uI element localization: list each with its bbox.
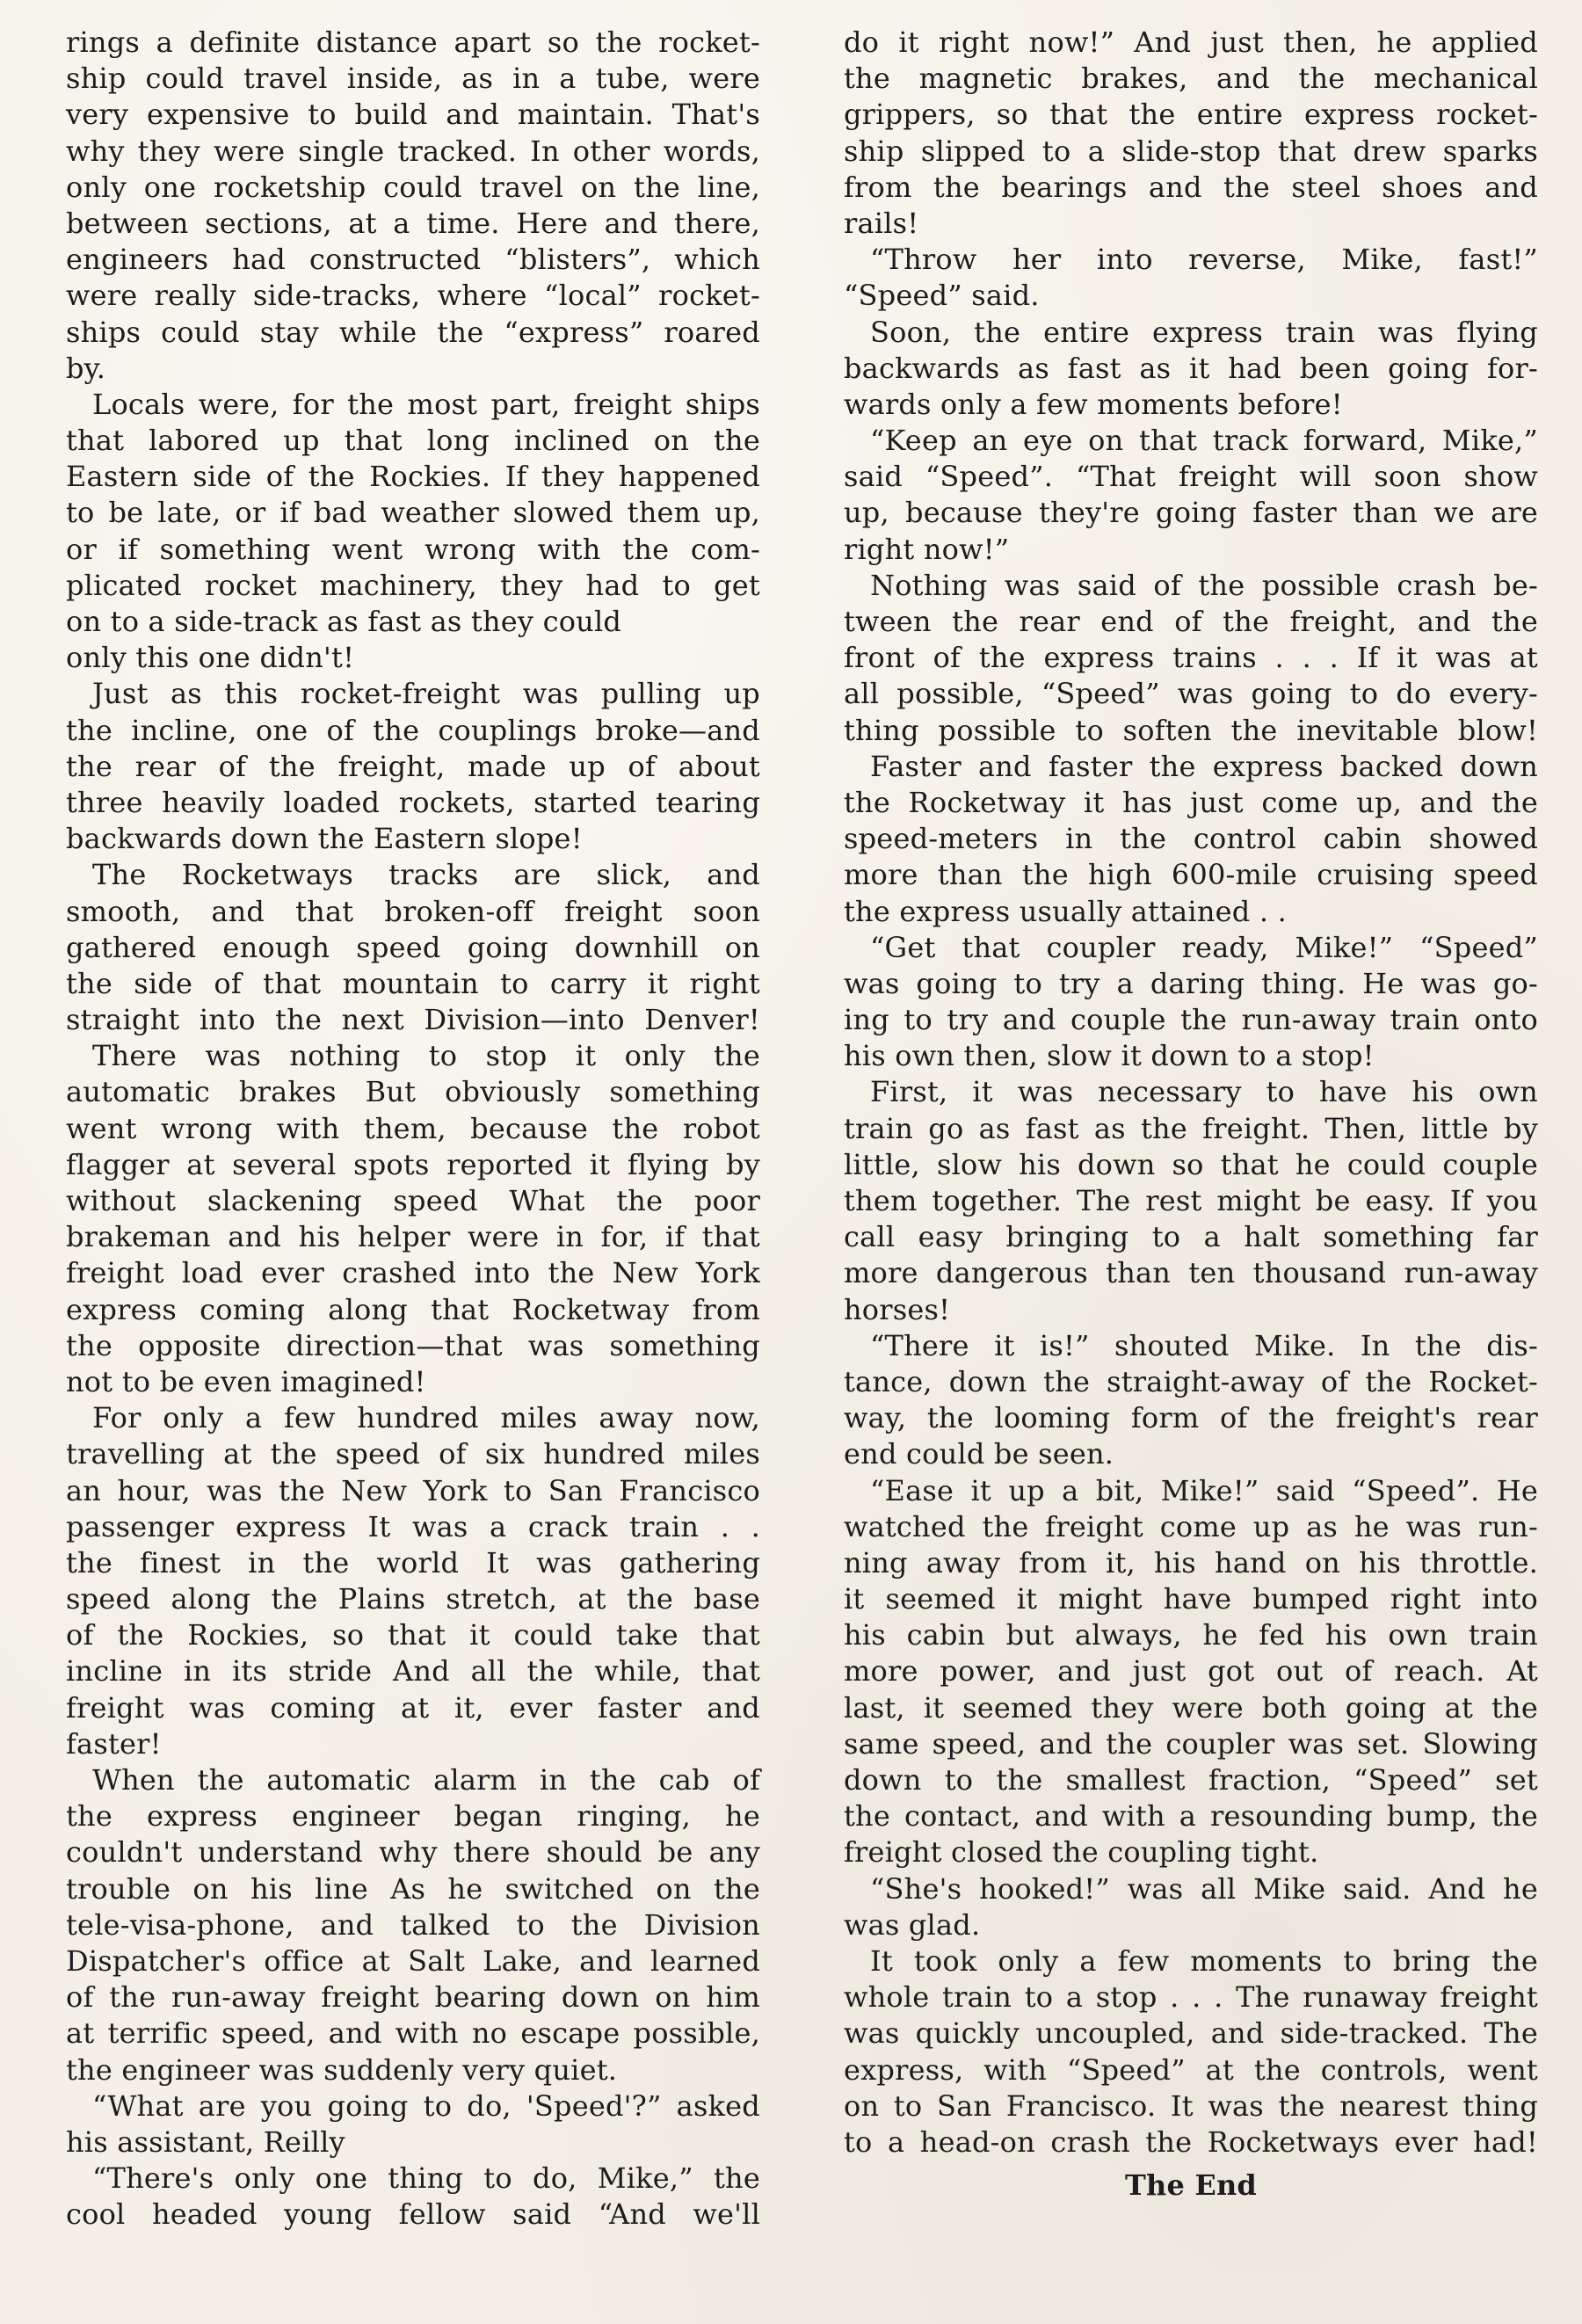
text-line: his own then, slow it down to a stop! (844, 1039, 1375, 1073)
text-line: couldn't understand why there should be any (66, 1835, 760, 1870)
text-line: ing to try and couple the run-away train onto (844, 1003, 1538, 1037)
text-line: only one rocketship could travel on the line, (66, 170, 760, 204)
text-line: First, it was necessary to have his own (870, 1075, 1538, 1109)
text-line: why they were single tracked. In other words, (66, 134, 760, 168)
text-line: flagger at several spots reported it flying by (66, 1147, 760, 1181)
text-line: an hour, was the New York to San Francisco (66, 1473, 760, 1507)
text-line: very expensive to build and maintain. That's (66, 98, 760, 132)
text-line: rings a definite distance apart so the rocket- (66, 25, 760, 59)
text-line: “What are you going to do, 'Speed'?” asked (92, 2088, 760, 2123)
text-line: the magnetic brakes, and the mechanical (844, 62, 1538, 96)
text-line: cool headed young fellow said “And we'll (66, 2197, 760, 2232)
text-line: said “Speed”. “That freight will soon show (844, 460, 1538, 494)
text-line: engineers had constructed “blisters”, which (66, 243, 760, 277)
text-line: thing possible to soften the inevitable blow! (844, 713, 1538, 747)
end-label: The End (1124, 2168, 1257, 2203)
text-line: Just as this rocket-freight was pulling up (92, 677, 760, 711)
text-line: same speed, and the coupler was set. Slowing (844, 1726, 1538, 1761)
text-line: up, because they're going faster than we are (844, 496, 1538, 530)
text-line: do it right now!” And just then, he applied (844, 25, 1538, 59)
text-line: watched the freight come up as he was run- (844, 1509, 1538, 1543)
text-line: speed-meters in the control cabin showed (844, 822, 1538, 856)
text-line: straight into the next Division—into Denver! (66, 1003, 760, 1037)
text-line: Eastern side of the Rockies. If they happened (66, 460, 760, 494)
text-line: all possible, “Speed” was going to do every- (844, 677, 1538, 711)
text-line: express coming along that Rocketway from (66, 1292, 760, 1326)
text-line: not to be even imagined! (66, 1364, 426, 1398)
text-line: went wrong with them, because the robot (66, 1111, 760, 1145)
text-line: tween the rear end of the freight, and the (844, 605, 1538, 638)
text-line: end could be seen. (844, 1437, 1114, 1471)
text-line: little, slow his down so that he could couple (844, 1147, 1538, 1181)
text-line: or if something went wrong with the com- (66, 532, 760, 566)
text-line: call easy bringing to a halt something far (844, 1220, 1538, 1254)
text-line: incline in its stride And all the while, that (66, 1654, 760, 1689)
text-line: “There's only one thing to do, Mike,” the (92, 2161, 760, 2196)
text-line: speed along the Plains stretch, at the base (66, 1582, 760, 1616)
text-line: ships could stay while the “express” roared (66, 315, 760, 349)
text-line: between sections, at a time. Here and there, (66, 206, 760, 240)
text-line: “There it is!” shouted Mike. In the dis- (870, 1328, 1538, 1362)
text-line: tance, down the straight-away of the Rocket- (844, 1364, 1538, 1398)
text-line: faster! (66, 1726, 162, 1761)
text-line: way, the looming form of the freight's rear (844, 1401, 1538, 1435)
text-line: The Rocketways tracks are slick, and (92, 858, 760, 892)
text-line: Nothing was said of the possible crash be- (870, 568, 1538, 602)
text-line: the contact, and with a resounding bump, the (844, 1799, 1538, 1834)
text-line: trouble on his line As he switched on the (66, 1871, 760, 1906)
text-line: For only a few hundred miles away now, (92, 1401, 760, 1435)
text-line: the express usually attained . . (844, 894, 1287, 928)
text-line: more power, and just got out of reach. At (844, 1654, 1538, 1689)
text-line: on to San Francisco. It was the nearest thing (844, 2088, 1538, 2123)
text-line: were really side-tracks, where “local” rocket- (66, 279, 760, 313)
text-line: was glad. (844, 1907, 981, 1942)
text-line: passenger express It was a crack train . . (66, 1509, 760, 1543)
text-line: more than the high 600-mile cruising speed (844, 858, 1538, 892)
text-line: the Rocketway it has just come up, and the (844, 785, 1538, 819)
text-line: “Throw her into reverse, Mike, fast!” (870, 243, 1538, 277)
text-line: the finest in the world It was gathering (66, 1545, 760, 1580)
text-line: the side of that mountain to carry it right (66, 966, 760, 1000)
text-line: his assistant, Reilly (66, 2124, 345, 2159)
text-line: backwards down the Eastern slope! (66, 822, 583, 856)
text-line: travelling at the speed of six hundred miles (66, 1437, 760, 1471)
text-line: only this one didn't! (66, 641, 355, 675)
text-line: “She's hooked!” was all Mike said. And he (870, 1871, 1538, 1906)
text-line: “Speed” said. (844, 279, 1040, 313)
text-line: that labored up that long inclined on the (66, 424, 760, 458)
text-line: the express engineer began ringing, he (66, 1799, 760, 1834)
text-line: Soon, the entire express train was flying (870, 315, 1538, 349)
text-line: express, with “Speed” at the controls, went (844, 2052, 1538, 2087)
text-line: whole train to a stop . . . The runaway freight (844, 1980, 1538, 2015)
text-line: grippers, so that the entire express rocket- (844, 98, 1538, 132)
text-line: of the run-away freight bearing down on him (66, 1980, 760, 2015)
left-text-column (66, 25, 760, 2233)
text-line: backwards as fast as it had been going for- (844, 351, 1538, 385)
text-line: from the bearings and the steel shoes and (844, 170, 1538, 204)
text-line: “Ease it up a bit, Mike!” said “Speed”. He (870, 1473, 1538, 1507)
text-line: train go as fast as the freight. Then, little by (844, 1111, 1538, 1145)
text-line: the engineer was suddenly very quiet. (66, 2052, 618, 2087)
right-text-column (844, 25, 1538, 2204)
text-line: the rear of the freight, made up of about (66, 749, 760, 783)
text-line: ning away from it, his hand on his throttle. (844, 1545, 1538, 1580)
text-line: plicated rocket machinery, they had to get (66, 568, 760, 602)
text-line: down to the smallest fraction, “Speed” set (844, 1763, 1538, 1797)
text-line: without slackening speed What the poor (66, 1184, 760, 1217)
text-line: horses! (844, 1292, 951, 1326)
text-line: was quickly uncoupled, and side-tracked. The (844, 2016, 1538, 2051)
text-line: automatic brakes But obviously something (66, 1075, 760, 1109)
text-line: smooth, and that broken-off freight soon (66, 894, 760, 928)
text-line: was going to try a daring thing. He was go- (844, 966, 1538, 1000)
text-line: ship could travel inside, as in a tube, were (66, 62, 760, 96)
text-line: “Keep an eye on that track forward, Mike,” (870, 424, 1538, 458)
text-line: freight load ever crashed into the New York (66, 1256, 760, 1290)
text-line: Locals were, for the most part, freight ships (92, 387, 760, 421)
text-line: gathered enough speed going downhill on (66, 930, 760, 964)
text-line: wards only a few moments before! (844, 387, 1343, 421)
text-line: them together. The rest might be easy. If you (844, 1184, 1538, 1217)
text-line: It took only a few moments to bring the (870, 1943, 1538, 1978)
text-line: last, it seemed they were both going at the (844, 1690, 1538, 1725)
text-line: Dispatcher's office at Salt Lake, and learned (66, 1943, 760, 1978)
text-line: freight was coming at it, ever faster and (66, 1690, 760, 1725)
text-line: the opposite direction—that was something (66, 1328, 760, 1362)
text-line: it seemed it might have bumped right into (844, 1582, 1538, 1616)
text-line: the incline, one of the couplings broke—and (66, 713, 760, 747)
text-line: rails! (844, 206, 919, 240)
text-line: right now!” (844, 532, 1010, 566)
text-line: There was nothing to stop it only the (92, 1039, 760, 1073)
text-line: brakeman and his helper were in for, if that (66, 1220, 760, 1254)
text-line: to a head-on crash the Rocketways ever had! (844, 2124, 1538, 2159)
text-line: of the Rockies, so that it could take that (66, 1618, 760, 1652)
text-line: to be late, or if bad weather slowed them up, (66, 496, 760, 530)
text-line: front of the express trains . . . If it was at (844, 641, 1538, 675)
text-line: three heavily loaded rockets, started tearing (66, 785, 760, 819)
text-line: more dangerous than ten thousand run-away (844, 1256, 1538, 1290)
text-line: tele-visa-phone, and talked to the Division (66, 1907, 760, 1942)
text-line: by. (66, 351, 106, 385)
text-line: “Get that coupler ready, Mike!” “Speed” (870, 930, 1538, 964)
text-line: his cabin but always, he fed his own train (844, 1618, 1538, 1652)
text-line: ship slipped to a slide-stop that drew sparks (844, 134, 1538, 168)
text-line: on to a side-track as fast as they could (66, 605, 622, 638)
text-line: at terrific speed, and with no escape possible, (66, 2016, 760, 2051)
text-line: When the automatic alarm in the cab of (92, 1763, 760, 1797)
text-line: freight closed the coupling tight. (844, 1835, 1319, 1870)
text-line: Faster and faster the express backed down (870, 749, 1538, 783)
